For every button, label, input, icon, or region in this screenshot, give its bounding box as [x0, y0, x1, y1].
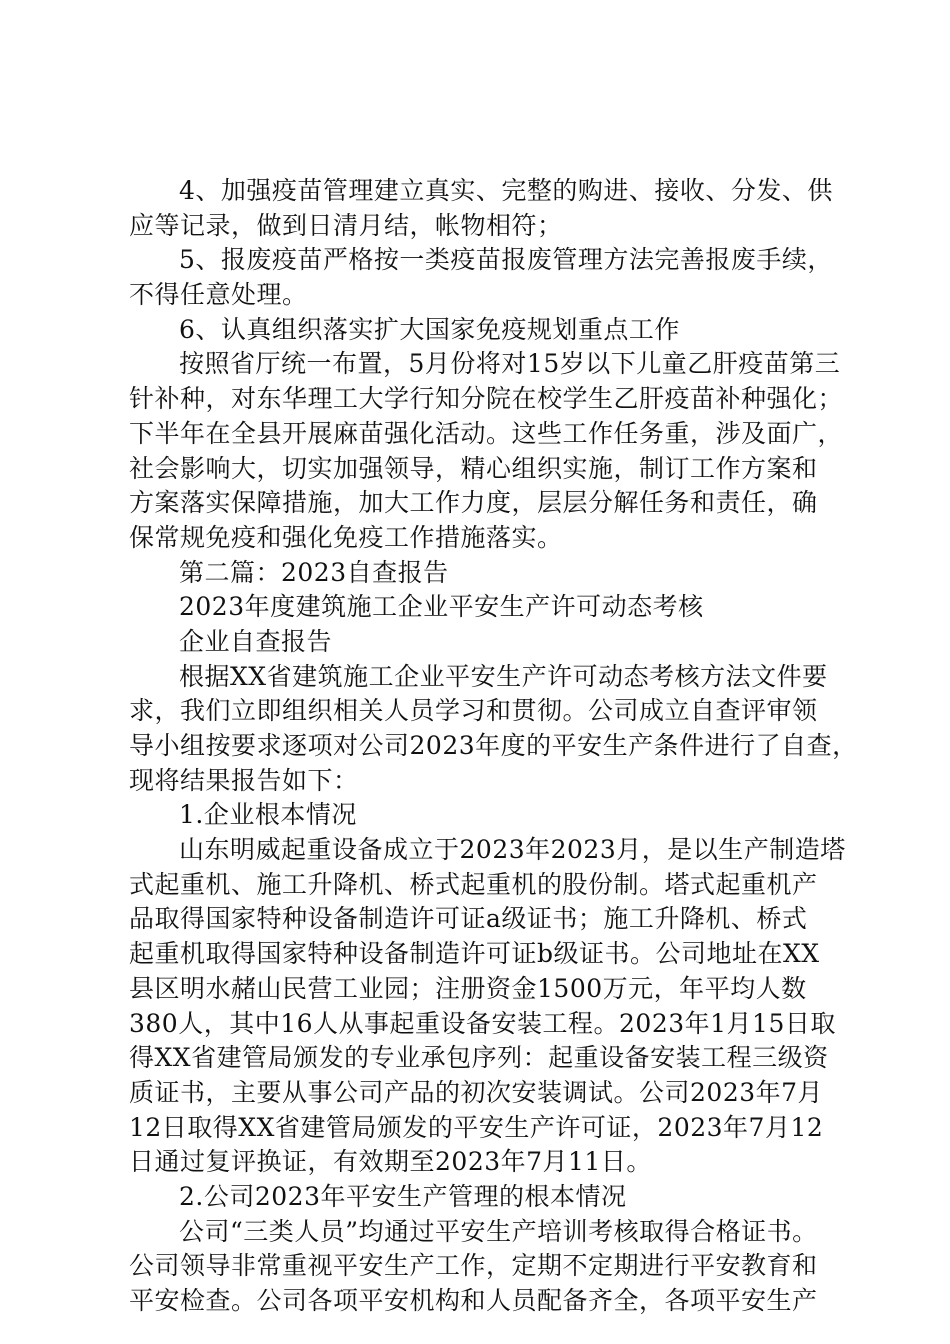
- text-line: 方案落实保障措施，加大工作力度，层层分解任务和责任，确: [129, 488, 818, 518]
- text-line: 按照省厅统一布置，5月份将对15岁以下儿童乙肝疫苗第三: [179, 349, 841, 379]
- text-line: 求，我们立即组织相关人员学习和贯彻。公司成立自查评审领: [129, 696, 818, 726]
- text-line: 起重机取得国家特种设备制造许可证b级证书。公司地址在XX: [129, 939, 820, 969]
- text-line: 社会影响大，切实加强领导，精心组织实施，制订工作方案和: [129, 453, 818, 483]
- text-line: 不得任意处理。: [129, 280, 308, 310]
- text-line: 针补种，对东华理工大学行知分院在校学生乙肝疫苗补种强化；: [129, 384, 844, 414]
- text-line: 公司领导非常重视平安生产工作，定期不定期进行平安教育和: [129, 1251, 818, 1281]
- text-line: 式起重机、施工升降机、桥式起重机的股份制。塔式起重机产: [129, 869, 818, 899]
- text-line: 现将结果报告如下：: [129, 765, 359, 795]
- text-line: 导小组按要求逐项对公司2023年度的平安生产条件进行了自查，: [129, 731, 858, 760]
- text-line: 5、报废疫苗严格按一类疫苗报废管理方法完善报废手续，: [179, 245, 833, 275]
- text-line: 根据XX省建筑施工企业平安生产许可动态考核方法文件要: [179, 661, 828, 691]
- chapter-heading: 第二篇：2023自查报告: [179, 557, 449, 587]
- text-line: 品取得国家特种设备制造许可证a级证书；施工升降机、桥式: [129, 904, 808, 934]
- section-heading: 1.企业根本情况: [179, 800, 357, 830]
- text-line: 得XX省建管局颁发的专业承包序列：起重设备安装工程三级资: [129, 1043, 829, 1073]
- section-heading: 2.公司2023年平安生产管理的根本情况: [179, 1181, 627, 1211]
- text-line: 380人，其中16人从事起重设备安装工程。2023年1月15日取: [129, 1008, 836, 1038]
- text-line: 下半年在全县开展麻苗强化活动。这些工作任务重，涉及面广，: [129, 418, 844, 448]
- section-heading: 6、认真组织落实扩大国家免疫规划重点工作: [179, 314, 680, 344]
- text-line: 保常规免疫和强化免疫工作措施落实。: [129, 522, 563, 552]
- report-subtitle: 企业自查报告: [179, 626, 333, 656]
- text-line: 公司“三类人员”均通过平安生产培训考核取得合格证书。: [179, 1216, 818, 1246]
- text-line: 12日取得XX省建管局颁发的平安生产许可证，2023年7月12: [129, 1112, 824, 1142]
- text-line: 日通过复评换证，有效期至2023年7月11日。: [129, 1147, 652, 1177]
- text-line: 县区明水赭山民营工业园；注册资金1500万元，年平均人数: [129, 973, 807, 1003]
- document-page: [129, 174, 858, 1319]
- text-line: 应等记录，做到日清月结，帐物相符；: [129, 210, 563, 240]
- text-line: 山东明威起重设备成立于2023年2023月，是以生产制造塔: [179, 835, 846, 865]
- text-line: 4、加强疫苗管理建立真实、完整的购进、接收、分发、供: [179, 176, 833, 205]
- text-line: 质证书，主要从事公司产品的初次安装调试。公司2023年7月: [129, 1077, 824, 1107]
- report-title: 2023年度建筑施工企业平安生产许可动态考核: [179, 592, 704, 622]
- text-line: 平安检查。公司各项平安机构和人员配备齐全，各项平安生产: [129, 1286, 818, 1315]
